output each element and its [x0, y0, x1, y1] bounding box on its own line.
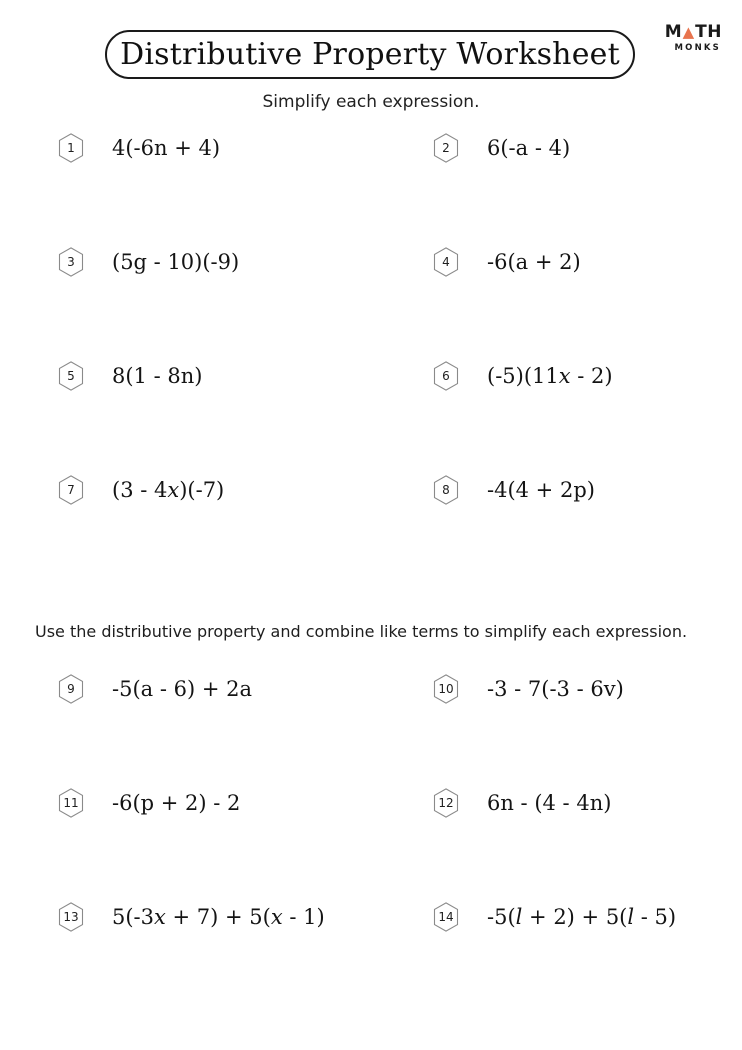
- problem-12: [433, 788, 611, 818]
- logo-letter-m: M: [664, 22, 683, 42]
- problem-number-badge: [433, 902, 459, 932]
- problem-number-badge: [58, 674, 84, 704]
- problem-1: [58, 133, 220, 163]
- problem-number-badge: [58, 247, 84, 277]
- problem-expression: (3 - 4x)(-7): [112, 478, 225, 502]
- svg-text:4: 4: [442, 255, 450, 269]
- problem-expression: -6(p + 2) - 2: [112, 791, 241, 815]
- problem-4: [433, 247, 581, 277]
- problem-expression: -4(4 + 2p): [487, 478, 595, 502]
- problem-number-badge: [433, 361, 459, 391]
- problem-14: [433, 902, 676, 932]
- problem-expression: 6n - (4 - 4n): [487, 791, 612, 815]
- problem-number-badge: [433, 133, 459, 163]
- problem-expression: -3 - 7(-3 - 6v): [487, 677, 624, 701]
- problem-number-badge: [58, 475, 84, 505]
- logo-letters-th: TH: [695, 22, 722, 42]
- svg-text:12: 12: [438, 796, 454, 810]
- problem-expression: 5(-3x + 7) + 5(x - 1): [112, 905, 325, 929]
- problem-expression: -5(a - 6) + 2a: [112, 677, 252, 701]
- problem-7: [58, 475, 224, 505]
- math-monks-logo: [665, 24, 722, 53]
- svg-text:6: 6: [442, 369, 450, 383]
- section1-instruction: Simplify each expression.: [262, 92, 480, 112]
- svg-text:7: 7: [67, 483, 75, 497]
- logo-wordmark: [665, 24, 722, 41]
- problem-number-badge: [58, 361, 84, 391]
- svg-text:2: 2: [442, 141, 450, 155]
- problem-2: [433, 133, 570, 163]
- problem-expression: 6(-a - 4): [487, 136, 571, 160]
- problem-5: [58, 361, 202, 391]
- problem-number-badge: [58, 788, 84, 818]
- svg-text:8: 8: [442, 483, 450, 497]
- svg-text:1: 1: [67, 141, 75, 155]
- problem-13: [58, 902, 325, 932]
- svg-text:14: 14: [438, 910, 454, 924]
- problem-expression: -5(l + 2) + 5(l - 5): [487, 905, 677, 929]
- logo-triangle-icon: ▲: [682, 23, 695, 41]
- problem-expression: 8(1 - 8n): [112, 364, 203, 388]
- problem-number-badge: [433, 674, 459, 704]
- problem-number-badge: [433, 475, 459, 505]
- svg-text:5: 5: [67, 369, 75, 383]
- problem-10: [433, 674, 624, 704]
- svg-text:9: 9: [67, 682, 75, 696]
- problem-number-badge: [433, 247, 459, 277]
- problem-3: [58, 247, 239, 277]
- problem-number-badge: [433, 788, 459, 818]
- title-pill: [105, 30, 635, 79]
- problem-expression: -6(a + 2): [487, 250, 581, 274]
- problem-number-badge: [58, 133, 84, 163]
- problem-9: [58, 674, 252, 704]
- problem-number-badge: [58, 902, 84, 932]
- problem-8: [433, 475, 595, 505]
- problem-expression: 4(-6n + 4): [112, 136, 221, 160]
- svg-text:3: 3: [67, 255, 75, 269]
- svg-text:11: 11: [63, 796, 79, 810]
- svg-text:10: 10: [438, 682, 454, 696]
- problem-6: [433, 361, 613, 391]
- page-title: Distributive Property Worksheet: [120, 37, 620, 72]
- logo-subtext: MONKS: [674, 43, 721, 53]
- svg-text:13: 13: [63, 910, 79, 924]
- problem-11: [58, 788, 240, 818]
- problem-expression: (5g - 10)(-9): [112, 250, 240, 274]
- section2-instruction: Use the distributive property and combine like terms to simplify each expression.: [35, 622, 688, 641]
- problem-expression: (-5)(11x - 2): [487, 364, 613, 388]
